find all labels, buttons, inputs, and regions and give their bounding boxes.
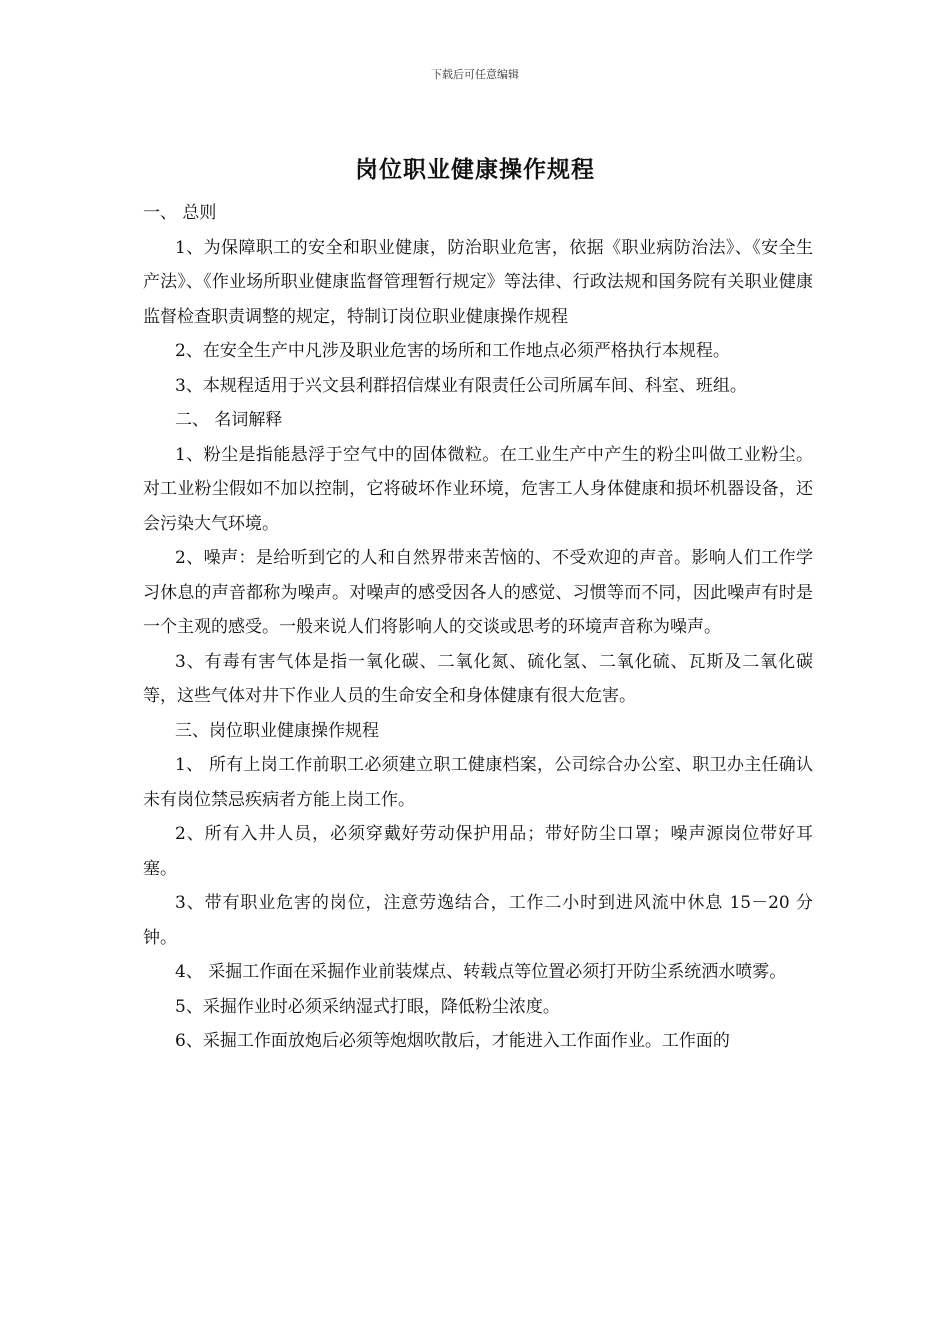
paragraph-procedures-3: 3、带有职业危害的岗位，注意劳逸结合，工作二小时到进风流中休息 15－20 分钟。 bbox=[143, 893, 813, 948]
paragraph-procedures-1: 1、 所有上岗工作前职工必须建立职工健康档案，公司综合办公室、职卫办主任确认未有岗位禁忌疾病者方能上岗工作。 bbox=[143, 755, 813, 810]
paragraph-procedures-4: 4、 采掘工作面在采掘作业前装煤点、转载点等位置必须打开防尘系统洒水喷雾。 bbox=[175, 962, 787, 982]
paragraph-general-2: 2、在安全生产中凡涉及职业危害的场所和工作地点必须严格执行本规程。 bbox=[175, 341, 730, 361]
paragraph-terms-2: 2、噪声：是给听到它的人和自然界带来苦恼的、不受欢迎的声音。影响人们工作学习休息的声音都称为噪声。对噪声的感受因各人的感觉、习惯等而不同，因此噪声有时是一个主观的感受。一般来说人们将影响人的交谈或思考的环境声音称为噪声。 bbox=[143, 548, 813, 637]
paragraph-procedures-6: 6、采掘工作面放炮后必须等炮烟吹散后，才能进入工作面作业。工作面的 bbox=[175, 1031, 730, 1051]
paragraph-procedures-5: 5、采掘作业时必须采纳湿式打眼，降低粉尘浓度。 bbox=[175, 996, 560, 1017]
paragraph-terms-1: 1、粉尘是指能悬浮于空气中的固体微粒。在工业生产中产生的粉尘叫做工业粉尘。对工业粉尘假如不加以控制，它将破坏作业环境，危害工人身体健康和损坏机器设备，还会污染大气环境。 bbox=[143, 444, 813, 534]
paragraph-general-1: 1、为保障职工的安全和职业健康，防治职业危害，依据《职业病防治法》、《安全生产法》、《作业场所职业健康监督管理暂行规定》等法律、行政法规和国务院有关职业健康监督检查职责调整的规定，特制订岗位职业健康操作规程 bbox=[143, 237, 813, 327]
paragraph-terms-3: 3、有毒有害气体是指一氧化碳、二氧化氮、硫化氢、二氧化硫、瓦斯及二氧化碳等，这些气体对井下作业人员的生命安全和身体健康有很大危害。 bbox=[143, 651, 813, 706]
paragraph-general-3: 3、本规程适用于兴文县利群招信煤业有限责任公司所属车间、科室、班组。 bbox=[175, 375, 747, 396]
page-title: 岗位职业健康操作规程 bbox=[355, 156, 595, 183]
section-heading-procedures: 三、岗位职业健康操作规程 bbox=[175, 720, 379, 741]
paragraph-procedures-2: 2、所有入井人员，必须穿戴好劳动保护用品；带好防尘口罩；噪声源岗位带好耳塞。 bbox=[143, 824, 813, 879]
section-heading-general: 一、 总则 bbox=[143, 203, 217, 223]
section-heading-terms: 二、 名词解释 bbox=[175, 410, 283, 430]
header-note: 下载后可任意编辑 bbox=[431, 68, 519, 81]
document-body bbox=[143, 196, 813, 1059]
